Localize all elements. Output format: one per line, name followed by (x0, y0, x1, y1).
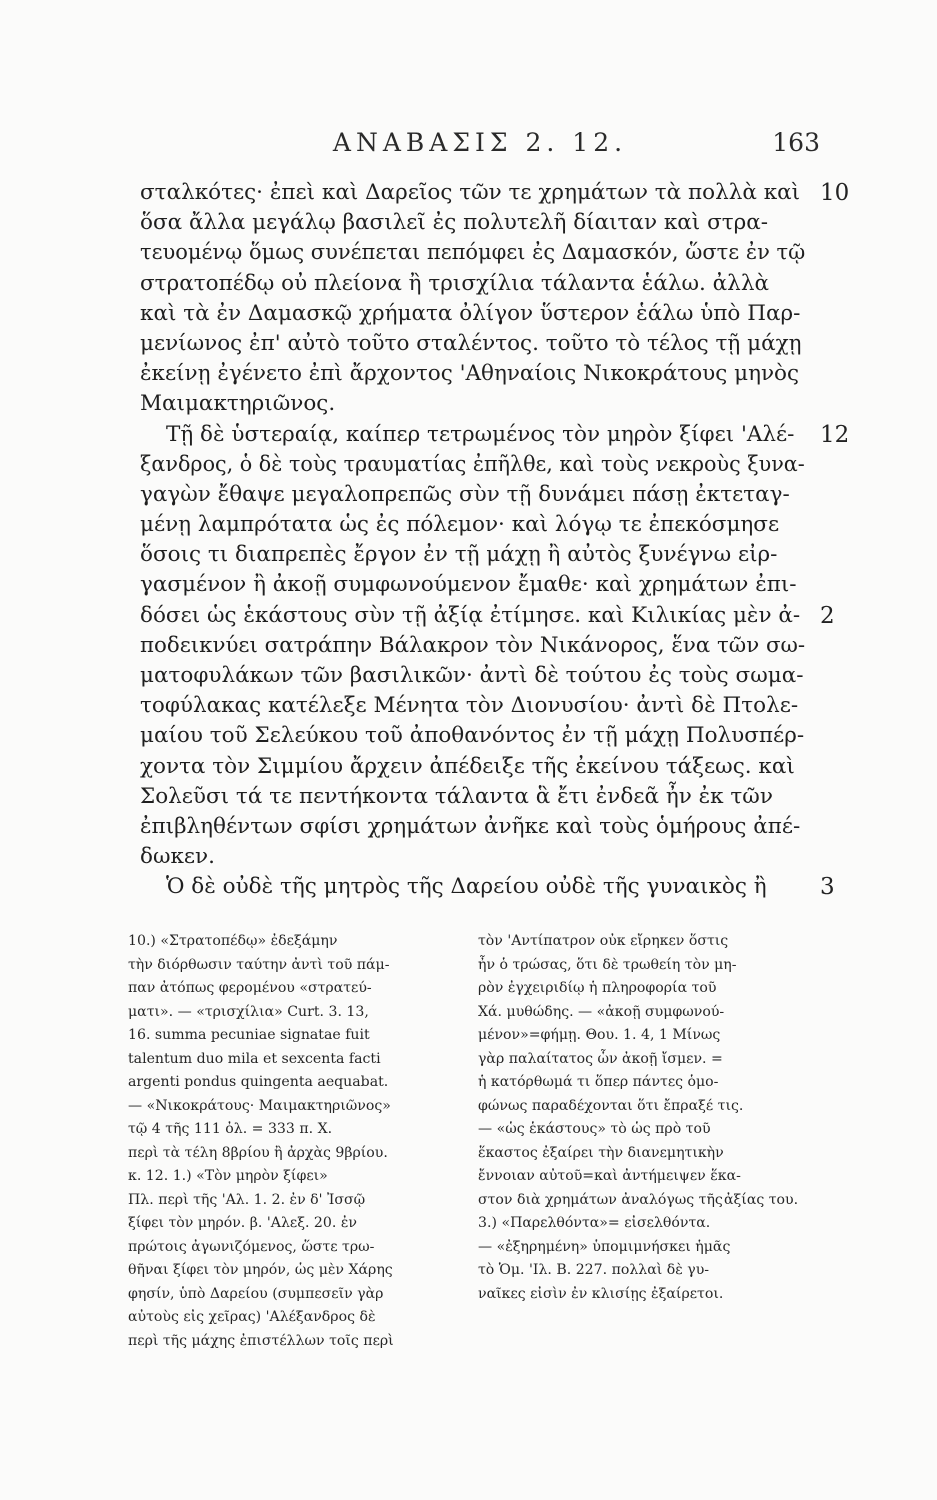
text-line-content: τευομένῳ ὅμως συνέπεται πεπόμφει ἐς Δαμασκόν, ὥστε ἐν τῷ (140, 240, 806, 266)
page-header (140, 128, 820, 168)
footnote-line: μένον»=φήμῃ. Θου. 1. 4, 1 Μίνως (478, 1027, 721, 1043)
section-number: 3 (820, 874, 835, 901)
text-line (140, 420, 850, 450)
text-line (140, 178, 850, 208)
footnote-line: ἔννοιαν αὐτοῦ=καὶ ἀντήμειψεν ἕκα- (478, 1168, 741, 1184)
text-line (140, 299, 812, 329)
main-text-body (140, 178, 850, 903)
footnote-line: πρώτοις ἀγωνιζόμενος, ὥστε τρω- (128, 1238, 375, 1255)
footnote-line: θῆναι ξίφει τὸν μηρόν, ὡς μὲν Χάρης (128, 1262, 393, 1278)
text-line (140, 269, 812, 299)
footnote-line: γὰρ παλαίτατος ὧν ἀκοῇ ἴσμεν. = (478, 1050, 723, 1067)
footnote-line: τὴν διόρθωσιν ταύτην ἀντὶ τοῦ πάμ- (128, 956, 390, 973)
text-line (140, 238, 812, 268)
footnote-line: ρὸν ἐγχειριδίῳ ἡ πληροφορία τοῦ (478, 980, 717, 996)
running-head: ΑΝΑΒΑΣΙΣ 2. 12. (332, 128, 628, 157)
footnote-line: φώνως παραδέχονται ὅτι ἔπραξέ τις. (478, 1097, 744, 1114)
text-line (140, 570, 812, 600)
footnote-line: ξίφει τὸν μηρόν. β. 'Αλεξ. 20. ἐν (128, 1215, 357, 1231)
text-line-content: ποδεικνύει σατράπην Βάλακρον τὸν Νικάνορος, ἕνα τῶν σω- (140, 632, 806, 658)
footnote-line: στον διὰ χρημάτων ἀναλόγως τῆς (478, 1191, 723, 1208)
text-line (140, 752, 812, 782)
footnote-line: talentum duo mila et sexcenta facti (128, 1050, 381, 1067)
text-line (140, 601, 835, 631)
text-line-content: τοφύλακας κατέλεξε Μένητα τὸν Διονυσίου· ἀντὶ δὲ Πτολε- (140, 693, 799, 719)
text-line (140, 782, 812, 812)
text-line-content: γασμένον ἢ ἀκοῇ συμφωνούμενον ἔμαθε· καὶ χρημάτων ἐπι- (140, 572, 797, 598)
text-line (140, 329, 812, 359)
text-line (140, 631, 812, 661)
text-line-content: ἐκείνῃ ἐγένετο ἐπὶ ἄρχοντος 'Αθηναίοις Νικοκράτους μηνὸς (140, 361, 800, 387)
text-line (140, 842, 812, 872)
footnote-line: φησίν, ὑπὸ Δαρείου (συμπεσεῖν γὰρ (128, 1285, 384, 1302)
footnote-line: κ. 12. 1.) «Τὸν μηρὸν ξίφει» (128, 1168, 328, 1184)
footnote-line: ἕκαστος ἐξαίρει τὴν διανεμητικὴν (478, 1144, 724, 1161)
text-line-content: μενίωνος ἐπ' αὐτὸ τοῦτο σταλέντος. τοῦτο τὸ τέλος τῇ μάχῃ (140, 330, 802, 356)
footnote-line: παν ἀτόπως φερομένου «στρατεύ- (128, 980, 372, 996)
footnote-line: ἀξίας του. (724, 1191, 799, 1208)
text-line (140, 812, 812, 842)
text-line (140, 208, 812, 238)
text-line (140, 450, 812, 480)
page-number: 163 (772, 128, 820, 157)
footnote-line: Πλ. περὶ τῆς 'Αλ. 1. 2. ἐν δ' Ἰσσῷ (128, 1191, 366, 1208)
footnote-line: argenti pondus quingenta aequabat. (128, 1074, 389, 1090)
footnote-line: — «ἐξηρημένη» ὑπομιμνήσκει ἡμᾶς (478, 1238, 731, 1255)
footnote-line: ἦν ὁ τρώσας, ὅτι δὲ τρωθείη τὸν μη- (478, 956, 737, 973)
text-line-content: ὅσα ἄλλα μεγάλῳ βασιλεῖ ἐς πολυτελῆ δίαιταν καὶ στρα- (140, 210, 769, 236)
footnote-line: 10.) «Στρατοπέδῳ» ἐδεξάμην (128, 933, 338, 949)
footnote-line: ματι». — «τρισχίλια» Curt. 3. 13, (128, 1003, 369, 1020)
footnotes-left-column (128, 930, 460, 1353)
text-line-content: Τῇ δὲ ὑστεραίᾳ, καίπερ τετρωμένος τὸν μηρὸν ξίφει 'Αλέ- (166, 421, 795, 447)
footnote-line: περὶ τῆς μάχης ἐπιστέλλων τοῖς περὶ (128, 1332, 394, 1349)
footnote-line: — «ὡς ἑκάστους» τὸ ὡς πρὸ τοῦ (478, 1121, 711, 1137)
footnote-line: — «Νικοκράτους· Μαιμακτηριῶνος» (128, 1097, 391, 1114)
text-line-content: γαγὼν ἔθαψε μεγαλοπρεπῶς σὺν τῇ δυνάμει πάσῃ ἐκτεταγ- (140, 481, 790, 507)
text-line-content: δόσει ὡς ἑκάστους σὺν τῇ ἀξίᾳ ἐτίμησε. καὶ Κιλικίας μὲν ἀ- (140, 602, 801, 628)
text-line-content: μαίου τοῦ Σελεύκου τοῦ ἀποθανόντος ἐν τῇ μάχῃ Πολυσπέρ- (140, 723, 805, 749)
text-line (140, 389, 812, 419)
footnote-line: τὸν 'Αντίπατρον οὐκ εἴρηκεν ὅστις (478, 933, 729, 949)
text-line-content: στρατοπέδῳ οὐ πλείονα ἢ τρισχίλια τάλαντα ἑάλω. ἀλλὰ (140, 270, 769, 296)
text-line-content: μένῃ λαμπρότατα ὡς ἐς πόλεμον· καὶ λόγῳ τε ἐπεκόσμησε (140, 512, 780, 538)
footnote-line: Χά. μυθώδης. — «ἀκοῇ συμφωνού- (478, 1003, 725, 1020)
text-line (140, 359, 812, 389)
section-number: 2 (820, 602, 835, 629)
footnote-line: τὸ Ὁμ. 'Ιλ. Β. 227. πολλαὶ δὲ γυ- (478, 1262, 710, 1278)
text-line-content: χοντα τὸν Σιμμίου ἄρχειν ἀπέδειξε τῆς ἐκείνου τάξεως. καὶ (140, 753, 795, 779)
text-line-content: σταλκότες· ἐπεὶ καὶ Δαρεῖος τῶν τε χρημάτων τὰ πολλὰ καὶ (140, 180, 801, 205)
text-line-content: ἐπιβληθέντων σφίσι χρημάτων ἀνῆκε καὶ τοὺς ὁμήρους ἀπέ- (140, 813, 801, 839)
text-line (140, 872, 835, 902)
text-line (140, 510, 812, 540)
footnote-line: 16. summa pecuniae signatae fuit (128, 1027, 370, 1043)
footnote-line: 3.) «Παρελθόντα»= εἰσελθόντα. (478, 1215, 711, 1231)
text-line-content: Σολεῦσι τά τε πεντήκοντα τάλαντα ἃ ἔτι ἐνδεᾶ ἦν ἐκ τῶν (140, 783, 773, 809)
footnote-line: ἡ κατόρθωμά τι ὅπερ πάντες ὁμο- (478, 1074, 719, 1090)
footnote-line: αὐτοὺς εἰς χεῖρας) 'Αλέξανδρος δὲ (128, 1309, 376, 1325)
text-line (140, 661, 812, 691)
text-line (140, 480, 812, 510)
text-line-content: Μαιμακτηριῶνος. (140, 391, 336, 417)
footnote-line: περὶ τὰ τέλη 8βρίου ἢ ἀρχὰς 9βρίου. (128, 1144, 388, 1161)
text-line-content: ξανδρος, ὁ δὲ τοὺς τραυματίας ἐπῆλθε, καὶ τοὺς νεκροὺς ξυνα- (140, 451, 805, 477)
section-number: 10 (820, 180, 850, 206)
text-line-content: ὅσοις τι διαπρεπὲς ἔργον ἐν τῇ μάχῃ ἢ αὐτὸς ξυνέγνω εἰρ- (140, 542, 778, 568)
text-line-content: δωκεν. (140, 844, 215, 870)
text-line (140, 721, 812, 751)
footnote-line: τῷ 4 τῆς 111 ὀλ. = 333 π. Χ. (128, 1121, 333, 1137)
text-line (140, 691, 812, 721)
text-line-content: Ὁ δὲ οὐδὲ τῆς μητρὸς τῆς Δαρείου οὐδὲ τῆς γυναικὸς ἢ (166, 874, 767, 900)
footnotes-right-column (478, 930, 810, 1306)
footnotes (128, 930, 818, 1450)
text-line-content: ματοφυλάκων τῶν βασιλικῶν· ἀντὶ δὲ τούτου ἐς τοὺς σωμα- (140, 663, 804, 688)
text-line-content: καὶ τὰ ἐν Δαμασκῷ χρήματα ὀλίγον ὕστερον ἑάλω ὑπὸ Παρ- (140, 300, 801, 326)
text-line (140, 540, 812, 570)
footnote-line: ναῖκες εἰσὶν ἐν κλισίῃς ἐξαίρετοι. (478, 1285, 724, 1302)
section-number: 12 (820, 421, 850, 448)
